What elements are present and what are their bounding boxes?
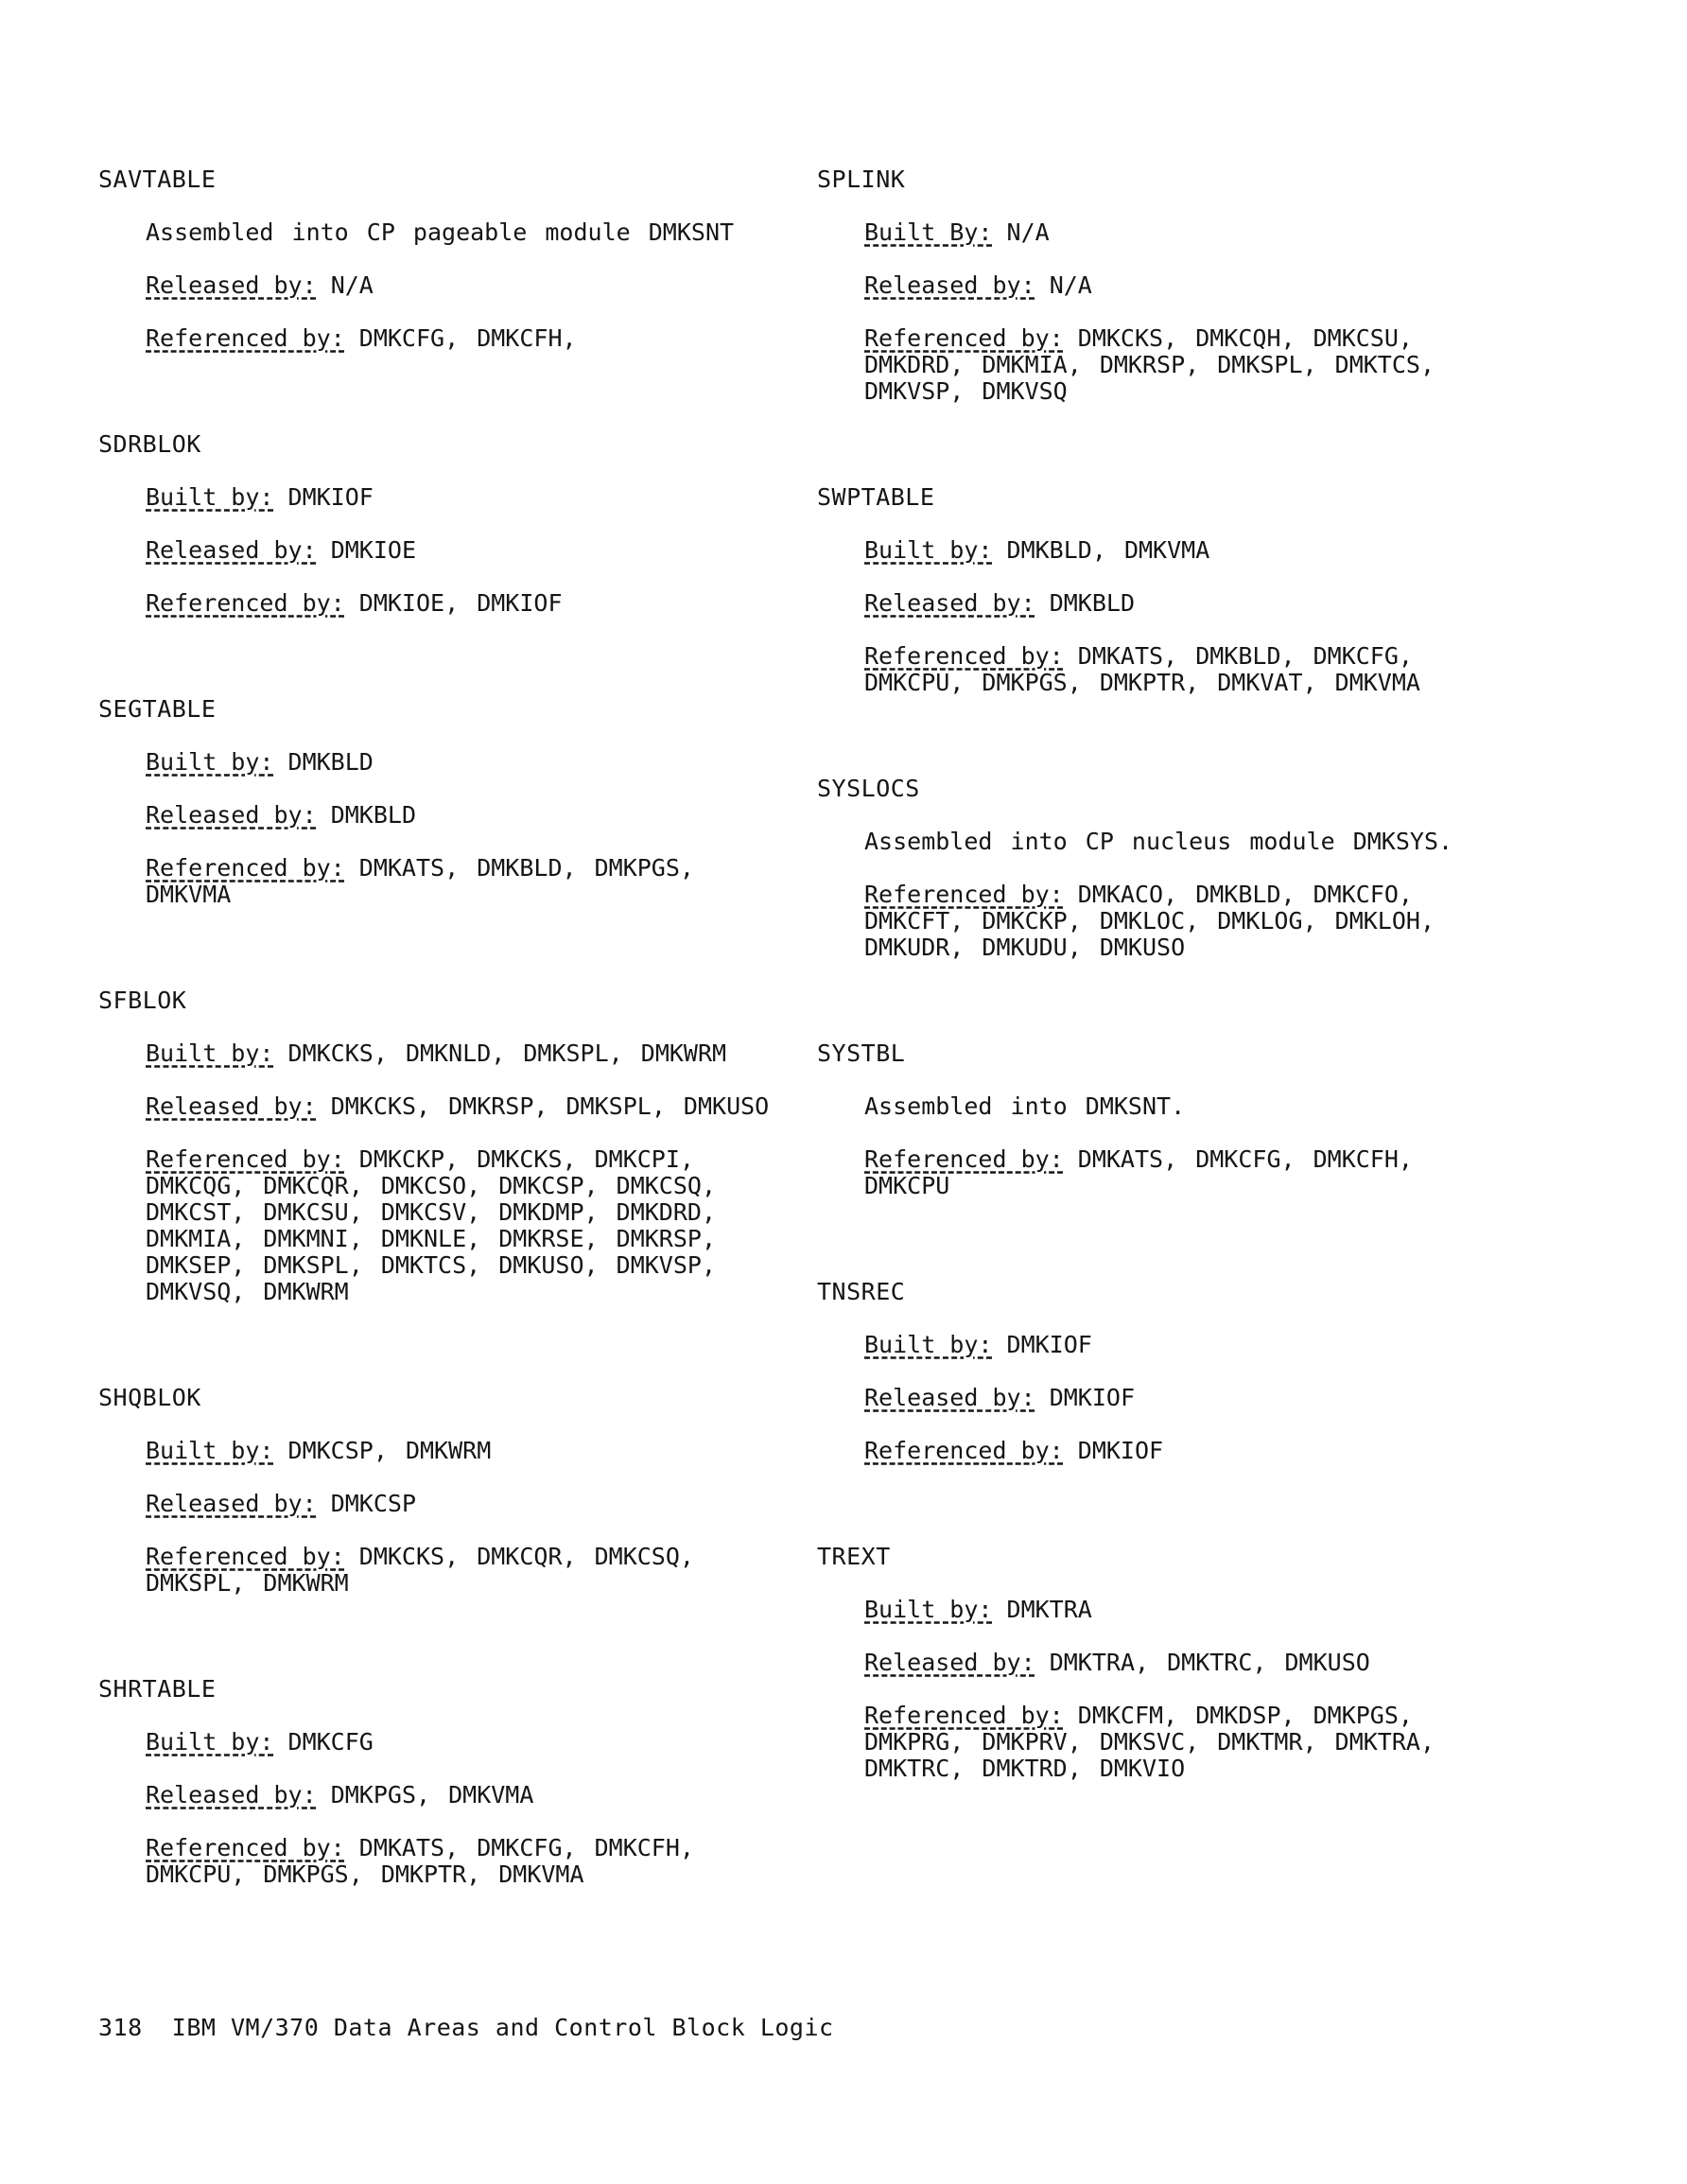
left-column: [98, 166, 798, 1888]
entry-label: Referenced by:: [864, 1145, 1064, 1173]
entry-line: [146, 802, 774, 829]
entry-line: [864, 1650, 1493, 1676]
entry-value: Assembled into DMKSNT.: [864, 1092, 1186, 1120]
entry-label: Released by:: [864, 271, 1035, 299]
entry-tnsrec: [817, 1279, 1517, 1464]
entry-value: DMKIOE, DMKIOF: [358, 589, 563, 617]
entry-label: Released by:: [146, 1781, 317, 1808]
entry-label: Built by:: [146, 1040, 274, 1067]
entry-line: [146, 219, 774, 246]
entry-line: [864, 643, 1493, 696]
entry-value: DMKIOF: [287, 483, 374, 511]
entry-line: [146, 537, 774, 564]
entry-value: DMKTRA: [1006, 1596, 1092, 1623]
entry-name: SEGTABLE: [98, 695, 217, 723]
entry-name: SDRBLOK: [98, 430, 201, 458]
entry-trext: [817, 1544, 1517, 1782]
entry-label: Released by:: [146, 801, 317, 829]
entry-line: [864, 272, 1493, 299]
entry-label: Released by:: [864, 589, 1035, 617]
entry-value: DMKCKS, DMKCQH, DMKCSU, DMKDRD, DMKMIA, DMKRSP, DMKSPL, DMKTCS, DMKVSP, DMKVSQ: [864, 324, 1435, 405]
entry-line: [146, 1040, 774, 1067]
entry-value: DMKIOF: [1006, 1331, 1092, 1358]
entry-line: [146, 325, 774, 352]
entry-value: DMKCKS, DMKRSP, DMKSPL, DMKUSO: [330, 1092, 770, 1120]
entry-label: Referenced by:: [864, 1702, 1064, 1729]
entry-line: [146, 1729, 774, 1756]
entry-value: DMKATS, DMKCFG, DMKCFH, DMKCPU, DMKPGS, DMKPTR, DMKVMA: [146, 1834, 694, 1888]
entry-line: [146, 272, 774, 299]
page-footer: [98, 2015, 834, 2041]
entry-label: Referenced by:: [864, 1437, 1064, 1464]
entry-label: Referenced by:: [864, 642, 1064, 670]
right-column: [817, 166, 1517, 1782]
entry-value: DMKBLD: [1049, 589, 1135, 617]
entry-label: Built by:: [864, 1331, 993, 1358]
entry-label: Released by:: [146, 271, 317, 299]
entry-label: Released by:: [864, 1649, 1035, 1676]
entry-line: [146, 1491, 774, 1517]
entry-name: SYSTBL: [817, 1040, 906, 1067]
entry-name: SHQBLOK: [98, 1384, 201, 1411]
entry-value: DMKCSP, DMKWRM: [287, 1437, 492, 1464]
entry-line: [146, 1146, 774, 1305]
entry-label: Referenced by:: [864, 324, 1064, 352]
entry-line: [864, 1146, 1493, 1199]
document-title: IBM VM/370 Data Areas and Control Block Logic: [171, 2014, 834, 2041]
entry-sfblok: [98, 987, 798, 1305]
entry-value: DMKCKS, DMKCQR, DMKCSQ, DMKSPL, DMKWRM: [146, 1543, 694, 1597]
entry-value: DMKCKP, DMKCKS, DMKCPI, DMKCQG, DMKCQR, DMKCSO, DMKCSP, DMKCSQ, DMKCST, DMKCSU, DMKCSV, DMKDMP, DMKDRD, DMKMIA, DMKMNI, DMKNLE, DMKRSE, DMKRSP, DMKSEP, DMKSPL, DMKTCS, DMKUSO, DMKVSP, DMKVSQ, DMKWRM: [146, 1145, 716, 1305]
entry-label: Built by:: [146, 1728, 274, 1756]
entry-value: DMKCFM, DMKDSP, DMKPGS, DMKPRG, DMKPRV, DMKSVC, DMKTMR, DMKTRA, DMKTRC, DMKTRD, DMKVIO: [864, 1702, 1435, 1782]
entry-value: N/A: [1049, 271, 1092, 299]
entry-line: [146, 1438, 774, 1464]
entry-line: [864, 1332, 1493, 1358]
entry-sdrblok: [98, 431, 798, 617]
entry-label: Referenced by:: [146, 324, 345, 352]
entry-swptable: [817, 484, 1517, 696]
entry-value: DMKCFG, DMKCFH,: [358, 324, 577, 352]
entry-value: DMKBLD: [287, 748, 374, 776]
entry-line: [864, 325, 1493, 405]
entry-name: SAVTABLE: [98, 166, 217, 193]
entry-label: Built by:: [146, 748, 274, 776]
entry-line: [864, 1597, 1493, 1623]
entry-value: DMKATS, DMKBLD, DMKPGS, DMKVMA: [146, 854, 694, 908]
entry-line: [146, 484, 774, 511]
entry-line: [146, 1093, 774, 1120]
entry-value: DMKBLD: [330, 801, 416, 829]
entry-line: [864, 882, 1493, 961]
entry-line: [864, 219, 1493, 246]
entry-line: [146, 1544, 774, 1597]
entry-label: Referenced by:: [146, 1145, 345, 1173]
entry-label: Released by:: [864, 1384, 1035, 1411]
entry-line: [146, 1835, 774, 1888]
entry-value: DMKTRA, DMKTRC, DMKUSO: [1049, 1649, 1370, 1676]
entry-systbl: [817, 1040, 1517, 1199]
entry-label: Referenced by:: [146, 1543, 345, 1570]
entry-line: [146, 855, 774, 908]
entry-label: Released by:: [146, 1092, 317, 1120]
entry-syslocs: [817, 776, 1517, 961]
entry-line: [864, 1438, 1493, 1464]
entry-splink: [817, 166, 1517, 405]
entry-name: SFBLOK: [98, 987, 187, 1014]
entry-value: N/A: [330, 271, 374, 299]
entry-label: Built By:: [864, 218, 993, 246]
entry-label: Referenced by:: [864, 881, 1064, 908]
entry-line: [864, 1093, 1493, 1120]
page-number: 318: [98, 2014, 143, 2041]
entry-label: Released by:: [146, 536, 317, 564]
entry-shrtable: [98, 1676, 798, 1888]
entry-value: Assembled into CP pageable module DMKSNT: [146, 218, 735, 246]
entry-name: TNSREC: [817, 1278, 906, 1305]
entry-value: DMKIOE: [330, 536, 416, 564]
entry-label: Referenced by:: [146, 854, 345, 882]
entry-value: DMKIOF: [1077, 1437, 1164, 1464]
entry-label: Released by:: [146, 1490, 317, 1517]
entry-line: [864, 537, 1493, 564]
entry-label: Built by:: [146, 1437, 274, 1464]
entry-line: [146, 590, 774, 617]
entry-shqblok: [98, 1385, 798, 1597]
entry-label: Built by:: [864, 1596, 993, 1623]
entry-name: TREXT: [817, 1543, 891, 1570]
entry-name: SHRTABLE: [98, 1675, 217, 1703]
entry-line: [146, 1782, 774, 1808]
entry-name: SYSLOCS: [817, 775, 920, 802]
entry-value: DMKBLD, DMKVMA: [1006, 536, 1210, 564]
entry-label: Referenced by:: [146, 589, 345, 617]
entry-name: SPLINK: [817, 166, 906, 193]
entry-value: DMKCSP: [330, 1490, 416, 1517]
entry-value: DMKIOF: [1049, 1384, 1135, 1411]
entry-value: DMKPGS, DMKVMA: [330, 1781, 534, 1808]
entry-label: Built by:: [146, 483, 274, 511]
entry-line: [864, 1385, 1493, 1411]
entry-line: [864, 1703, 1493, 1782]
entry-value: DMKATS, DMKBLD, DMKCFG, DMKCPU, DMKPGS, DMKPTR, DMKVAT, DMKVMA: [864, 642, 1420, 696]
entry-value: Assembled into CP nucleus module DMKSYS.: [864, 828, 1453, 855]
entry-name: SWPTABLE: [817, 483, 935, 511]
entry-value: DMKCKS, DMKNLD, DMKSPL, DMKWRM: [287, 1040, 727, 1067]
entry-line: [864, 590, 1493, 617]
entry-value: DMKCFG: [287, 1728, 374, 1756]
entry-value: DMKACO, DMKBLD, DMKCFO, DMKCFT, DMKCKP, DMKLOC, DMKLOG, DMKLOH, DMKUDR, DMKUDU, DMKUSO: [864, 881, 1435, 961]
entry-line: [864, 829, 1493, 855]
entry-savtable: [98, 166, 798, 352]
entry-line: [146, 749, 774, 776]
entry-value: DMKATS, DMKCFG, DMKCFH, DMKCPU: [864, 1145, 1413, 1199]
entry-segtable: [98, 696, 798, 908]
entry-label: Referenced by:: [146, 1834, 345, 1861]
entry-label: Built by:: [864, 536, 993, 564]
entry-value: N/A: [1006, 218, 1050, 246]
